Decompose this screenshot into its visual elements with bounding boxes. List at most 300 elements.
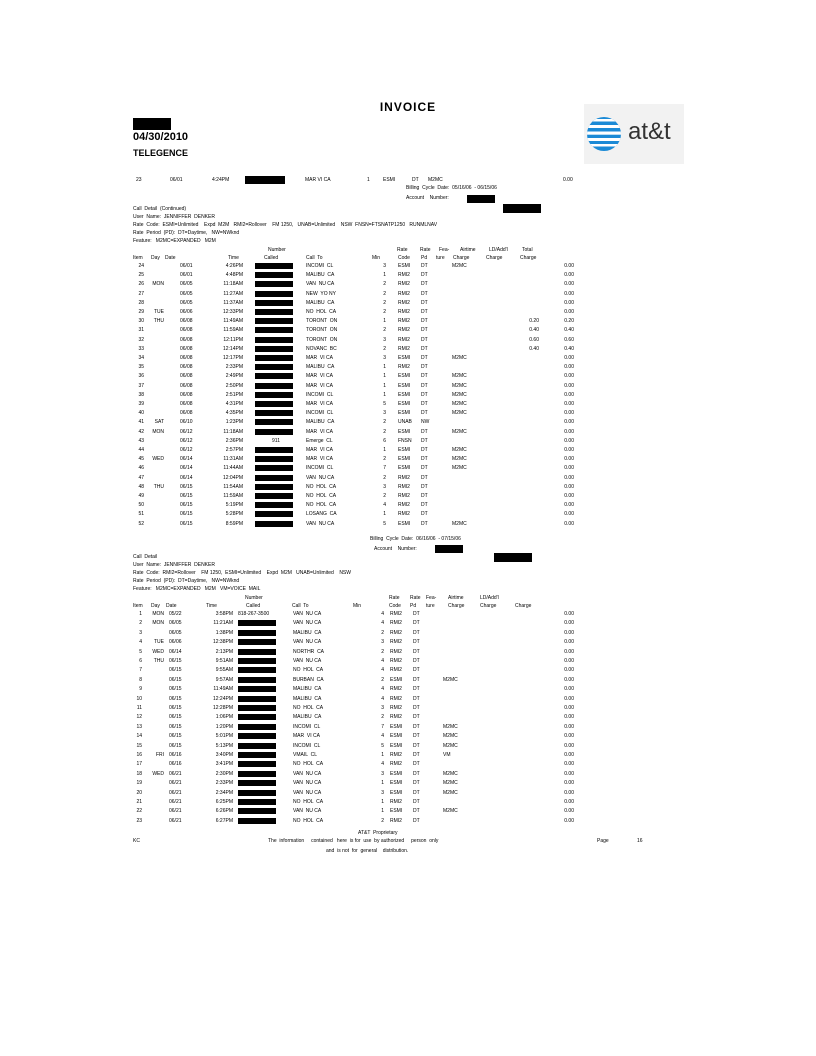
table-cell: 40 [138, 410, 144, 417]
table-cell: RMI2 [398, 474, 410, 481]
table-cell: DT [413, 770, 420, 777]
table-cell: 6:26PM [215, 808, 233, 815]
table-cell: 06/16 [169, 752, 182, 758]
table-cell: 2 [381, 714, 384, 721]
table-cell: INCOMI CL [293, 742, 321, 749]
table-cell: 0.00 [564, 281, 574, 288]
table-cell: 3 [383, 483, 386, 490]
table-cell: DT [421, 483, 428, 490]
redaction-bar [238, 658, 276, 664]
table-row [0, 336, 816, 344]
table-cell: 2:13PM [215, 648, 233, 655]
table-cell: 0.20 [564, 318, 574, 325]
redaction-bar [255, 401, 293, 407]
table-cell: 2 [381, 817, 384, 824]
table-cell: VAN NU CA [293, 639, 322, 646]
table-cell: 21 [136, 799, 142, 805]
table-cell: 35 [138, 364, 144, 371]
table-cell: DT [421, 447, 428, 453]
table-cell: RMI2 [398, 483, 410, 490]
table-cell: 0.00 [564, 474, 574, 481]
table-row [0, 732, 816, 740]
table-cell: 0.00 [564, 410, 574, 417]
table-cell: VAN NU CA [293, 611, 322, 617]
table-cell: MAR VI CA [293, 733, 320, 740]
table-cell: 0.00 [564, 639, 574, 646]
table-cell: DT [421, 263, 428, 269]
table-row [0, 492, 816, 500]
table-cell: 05/22 [169, 611, 182, 617]
table-row [0, 629, 816, 637]
table-cell: Number [245, 595, 263, 601]
table-cell: 06/15 [180, 520, 193, 527]
table-cell: DT [413, 705, 420, 711]
table-cell: 1 [383, 373, 386, 380]
redaction-bar [238, 696, 276, 702]
table-cell: 06/15 [169, 714, 182, 721]
table-cell: RMI2 [398, 502, 410, 509]
table-cell: 0.00 [564, 382, 574, 389]
table-cell: 06/05 [180, 299, 193, 306]
table-cell: RMI2 [390, 705, 402, 711]
table-cell: 0.00 [564, 676, 574, 683]
table-row [0, 520, 816, 528]
redaction-bar [255, 383, 293, 389]
redaction-bar [238, 752, 276, 758]
table-cell: 0.00 [564, 742, 574, 749]
table-cell: MAR VI CA [306, 355, 333, 361]
table-cell: 10 [136, 695, 142, 702]
table-cell: 8:59PM [225, 520, 243, 527]
table-cell: Airtime [460, 247, 476, 253]
table-cell: ESMI [390, 770, 403, 777]
table-cell: Number [268, 247, 286, 253]
table-cell: 2:57PM [225, 447, 243, 453]
table-cell: RMI2 [398, 281, 410, 288]
table-cell: 38 [138, 391, 144, 398]
table-cell: RMI2 [398, 290, 410, 297]
table-cell: M2MC [452, 465, 467, 472]
table-cell: RMI2 [390, 648, 402, 655]
table-cell: 1:38PM [215, 629, 233, 636]
table-cell: 9:55AM [215, 667, 233, 674]
table-cell: M2MC [452, 520, 467, 527]
table-cell: 06/05 [180, 290, 193, 297]
redaction-bar [255, 318, 293, 324]
table-cell: 06/12 [180, 447, 193, 453]
table-cell: 12:17PM [222, 355, 243, 361]
table-cell: 26 [138, 281, 144, 288]
table-cell: 4:26PM [225, 263, 243, 269]
column-header-row-1 [0, 594, 816, 602]
table-cell: VAN NU CA [293, 770, 322, 777]
redaction-bar [133, 118, 171, 130]
table-cell: DT [421, 336, 428, 343]
table-cell: 06/01 [180, 263, 193, 269]
table-cell: 06/14 [169, 648, 182, 655]
table-cell: 06/15 [169, 695, 182, 702]
table-cell: ESMI [398, 428, 411, 435]
table-cell: 0.00 [564, 437, 574, 444]
table-cell: 1 [381, 799, 384, 805]
table-cell: 2:36PM [225, 437, 243, 444]
redaction-bar [238, 743, 276, 749]
table-cell: 0.20 [529, 318, 539, 325]
table-cell: Min [372, 255, 381, 261]
table-cell: M2MC [452, 391, 467, 398]
redaction-bar [255, 502, 293, 508]
table-cell: DT [421, 309, 428, 315]
table-cell: NOVANC BC [306, 345, 337, 352]
table-cell: 37 [138, 382, 144, 389]
table-cell: 6 [383, 437, 386, 444]
table-cell: 4:48PM [225, 272, 243, 279]
redaction-bar [255, 300, 293, 306]
table-cell: 2 [383, 493, 386, 499]
table-row [0, 770, 816, 778]
table-cell: 39 [138, 401, 144, 407]
table-cell: LOSANG CA [306, 511, 337, 518]
table-cell: Time [228, 255, 239, 261]
table-cell: VMAIL CL [293, 752, 317, 758]
redaction-bar [238, 639, 276, 645]
table-cell: DT [413, 686, 420, 693]
redaction-bar [255, 373, 293, 379]
table-cell: 06/08 [180, 382, 193, 389]
table-cell: MALIBU CA [293, 714, 322, 721]
table-cell: RMI2 [390, 639, 402, 646]
table-cell: 911 [272, 437, 280, 444]
table-cell: 3 [381, 789, 384, 796]
redaction-bar [238, 714, 276, 720]
table-cell: 30 [138, 318, 144, 325]
table-row [0, 262, 816, 270]
table-cell: MON [152, 281, 164, 288]
table-row [0, 290, 816, 298]
table-cell: VAN NU CA [306, 474, 335, 481]
table-cell: Charge [486, 255, 503, 261]
table-cell: Charge [520, 255, 537, 261]
table-cell: 2 [381, 648, 384, 655]
table-cell: 9:57AM [215, 676, 233, 683]
table-cell: 7 [383, 465, 386, 472]
table-cell: ESMI [390, 723, 403, 730]
att-logo [584, 104, 684, 164]
table-cell: RMI2 [390, 620, 402, 627]
table-cell: ESMI [398, 391, 411, 398]
table-cell: 2:33PM [225, 364, 243, 371]
table-cell: 0.00 [564, 428, 574, 435]
table-cell: RMI2 [390, 686, 402, 693]
table-cell: 11:18AM [223, 281, 243, 288]
table-cell: 06/15 [169, 667, 182, 674]
table-cell: MALIBU CA [306, 299, 335, 306]
table-cell: MALIBU CA [293, 629, 322, 636]
table-cell: TORONT ON [306, 336, 338, 343]
table-cell: 06/08 [180, 364, 193, 371]
table-cell: 4 [381, 611, 384, 617]
table-cell: FRI [155, 752, 164, 758]
table-cell: 3:41PM [215, 761, 233, 768]
redaction-bar [238, 630, 276, 636]
table-cell: M2MC [443, 742, 458, 749]
table-cell: 06/15 [169, 686, 182, 693]
table-cell: Min [353, 603, 362, 609]
table-cell: 06/01 [180, 272, 193, 279]
table-cell: VM [443, 752, 451, 758]
table-cell: 4 [381, 620, 384, 627]
redaction-bar [255, 511, 293, 517]
table-cell: RMI2 [398, 327, 410, 334]
table-cell: 06/14 [180, 456, 193, 463]
table-cell: 1 [381, 808, 384, 815]
table-cell: 12:33PM [222, 309, 243, 315]
redaction-bar [238, 677, 276, 683]
company-name: TELEGENCE [133, 148, 189, 158]
table-cell: 0.00 [564, 723, 574, 730]
table-cell: 49 [138, 493, 144, 499]
table-cell: TORONT ON [306, 318, 338, 325]
table-cell: Item [133, 255, 143, 261]
table-cell: DT [421, 437, 428, 444]
table-cell: M2MC [452, 355, 467, 361]
table-cell: 3 [139, 629, 142, 636]
table-cell: 3 [383, 263, 386, 269]
table-cell: RMI2 [398, 318, 410, 325]
table-cell: 2:34PM [215, 789, 233, 796]
account-number-2: Account Number: [374, 546, 417, 552]
table-cell: MAR VI CA [306, 456, 333, 463]
redaction-bar [255, 484, 293, 490]
table-cell: 06/08 [180, 410, 193, 417]
column-header-row-1 [0, 246, 816, 254]
table-cell: 11:49AM [223, 318, 243, 325]
redaction-bar [255, 337, 293, 343]
table-cell: 06/15 [169, 658, 182, 664]
redaction-bar [255, 521, 293, 527]
table-row [0, 317, 816, 325]
table-cell: 0.00 [564, 465, 574, 472]
table-cell: 11:31AM [223, 456, 243, 463]
table-cell: 06/08 [180, 401, 193, 407]
table-cell: 27 [138, 290, 144, 297]
table-cell: Airtime [448, 595, 464, 601]
table-cell: 0.00 [564, 309, 574, 315]
table-cell: 46 [138, 465, 144, 472]
redaction-bar [255, 364, 293, 370]
table-cell: 17 [136, 761, 142, 768]
redaction-bar [238, 620, 276, 626]
table-row [0, 372, 816, 380]
table-row [0, 354, 816, 362]
table-cell: 12:38PM [212, 639, 233, 646]
table-cell: 06/21 [169, 808, 182, 815]
footer-page-number: 16 [637, 838, 643, 844]
table-row [0, 446, 816, 454]
table-cell: VAN NU CA [306, 520, 335, 527]
table-row [0, 789, 816, 797]
redaction-bar [255, 327, 293, 333]
table-cell: 5 [383, 401, 386, 407]
redaction-bar [255, 447, 293, 453]
table-cell: 06/21 [169, 789, 182, 796]
table-cell: ESMI [398, 355, 411, 361]
table-row [0, 280, 816, 288]
table-cell: 4 [381, 695, 384, 702]
table-cell: 06/05 [180, 281, 193, 288]
table-cell: 5 [139, 648, 142, 655]
table-cell: ture [426, 603, 435, 609]
table-cell: MAR VI CA [306, 428, 333, 435]
table-row [0, 610, 816, 618]
table-cell: 2 [383, 419, 386, 426]
table-cell: ESMI [398, 401, 411, 407]
table-cell: DT [413, 761, 420, 768]
table-cell: 2:33PM [215, 780, 233, 787]
table-cell: 48 [138, 483, 144, 490]
table-cell: M2MC [443, 733, 458, 740]
table-cell: NO HOL CA [293, 799, 324, 805]
table-cell: 0.00 [564, 511, 574, 518]
footer-page-label: Page [597, 838, 609, 844]
table-cell: WED [152, 770, 164, 777]
table-cell: INCOMI CL [306, 410, 334, 417]
table-row [0, 666, 816, 674]
table-cell: Emerge CL [306, 437, 333, 444]
table-row [0, 807, 816, 815]
table-cell: Rate [410, 595, 421, 601]
table-cell: Pd [421, 255, 428, 261]
table-cell: 1 [383, 382, 386, 389]
table-cell: 23 [136, 817, 142, 824]
table-cell: DT [421, 355, 428, 361]
table-cell: DT [421, 493, 428, 499]
table-cell: 20 [136, 789, 142, 796]
table-cell: 1:06PM [215, 714, 233, 721]
table-cell: 6:25PM [215, 799, 233, 805]
table-cell: Item [133, 603, 143, 609]
table-cell: VAN NU CA [293, 780, 322, 787]
table-cell: Date [165, 255, 176, 261]
table-cell: 4 [381, 733, 384, 740]
table-cell: 0.00 [564, 419, 574, 426]
table-cell: 2 [383, 428, 386, 435]
table-cell: 7 [381, 723, 384, 730]
table-cell: NO HOL CA [293, 761, 324, 768]
table-cell: NEW YO NY [306, 290, 336, 297]
table-cell: DT [413, 620, 420, 627]
table-cell: 4 [381, 686, 384, 693]
table-cell: DT [413, 733, 420, 740]
table-row [0, 648, 816, 656]
table-cell: Rate [389, 595, 400, 601]
table-cell: DT [413, 695, 420, 702]
table-cell: 0.00 [564, 752, 574, 758]
table-cell: 44 [138, 447, 144, 453]
table-cell: M2MC [452, 410, 467, 417]
table-cell: 0.60 [564, 336, 574, 343]
table-cell: DT [421, 465, 428, 472]
table-row [0, 742, 816, 750]
table-cell: RMI2 [398, 364, 410, 371]
table-cell: 36 [138, 373, 144, 380]
table-row [0, 474, 816, 482]
table-cell: 0.00 [564, 658, 574, 664]
footer-left: KC [133, 838, 140, 844]
table-cell: 06/15 [169, 742, 182, 749]
table-row [0, 704, 816, 712]
table-cell: M2MC [452, 456, 467, 463]
table-cell: 3 [381, 705, 384, 711]
table-row [0, 501, 816, 509]
table-cell: 06/08 [180, 373, 193, 380]
table-cell: RMI2 [390, 658, 402, 664]
header-line: User Name: JENNIFFER DENKER [133, 214, 215, 220]
table-cell: 41 [138, 419, 144, 426]
table-cell: 50 [138, 502, 144, 509]
table-cell: DT [413, 648, 420, 655]
table-cell: 0.00 [564, 667, 574, 674]
table-cell: 4 [139, 639, 142, 646]
table-cell: 5:01PM [215, 733, 233, 740]
table-cell: Day [151, 255, 160, 261]
table-cell: 06/15 [180, 483, 193, 490]
table-row [0, 619, 816, 627]
table-cell: 0.00 [564, 648, 574, 655]
table-cell: 06/08 [180, 318, 193, 325]
table-cell: DT [421, 272, 428, 279]
table-row [0, 798, 816, 806]
table-cell: 3 [381, 639, 384, 646]
table-cell: 11:27AM [223, 290, 243, 297]
table-cell: 9 [139, 686, 142, 693]
table-cell: 0.00 [564, 272, 574, 279]
table-cell: RMI2 [390, 752, 402, 758]
invoice-date: 04/30/2010 [133, 131, 189, 143]
table-cell: RMI2 [390, 799, 402, 805]
table-cell: 11:44AM [223, 465, 243, 472]
header-line: Rate Code: ESMI=Unlimited Expd M2M RMI2=Rollover FM 1250, UNAB=Unlimited NSW FNSN=FTSNATP1250 RUNMLNAV [133, 222, 438, 228]
table-row [0, 299, 816, 307]
redaction-bar [255, 475, 293, 481]
table-cell: 11:37AM [223, 299, 243, 306]
redaction-bar [238, 724, 276, 730]
table-cell: NW [421, 419, 430, 426]
redaction-bar [238, 818, 276, 824]
table-cell: DT [421, 428, 428, 435]
table-cell: ESMI [398, 465, 411, 472]
table-cell: 1 [383, 318, 386, 325]
table-cell: 1 [381, 752, 384, 758]
logo-text: at&t [628, 118, 671, 145]
table-cell: Charge [453, 255, 470, 261]
table-cell: 0.00 [564, 373, 574, 380]
table-cell: MALIBU CA [306, 272, 335, 279]
table-cell: 12:04PM [222, 474, 243, 481]
table-cell: 4:31PM [225, 401, 243, 407]
redaction-bar [255, 456, 293, 462]
column-header-row-2 [0, 602, 816, 610]
table-cell: ESMI [398, 263, 411, 269]
table-cell: MAR VI CA [306, 382, 333, 389]
table-cell: 5:13PM [215, 742, 233, 749]
table-cell: 8 [139, 676, 142, 683]
table-cell: THU [153, 483, 164, 490]
table-cell: M2MC [452, 373, 467, 380]
table-cell: 06/15 [169, 705, 182, 711]
table-cell: DT [421, 410, 428, 417]
table-cell: DT [421, 511, 428, 518]
